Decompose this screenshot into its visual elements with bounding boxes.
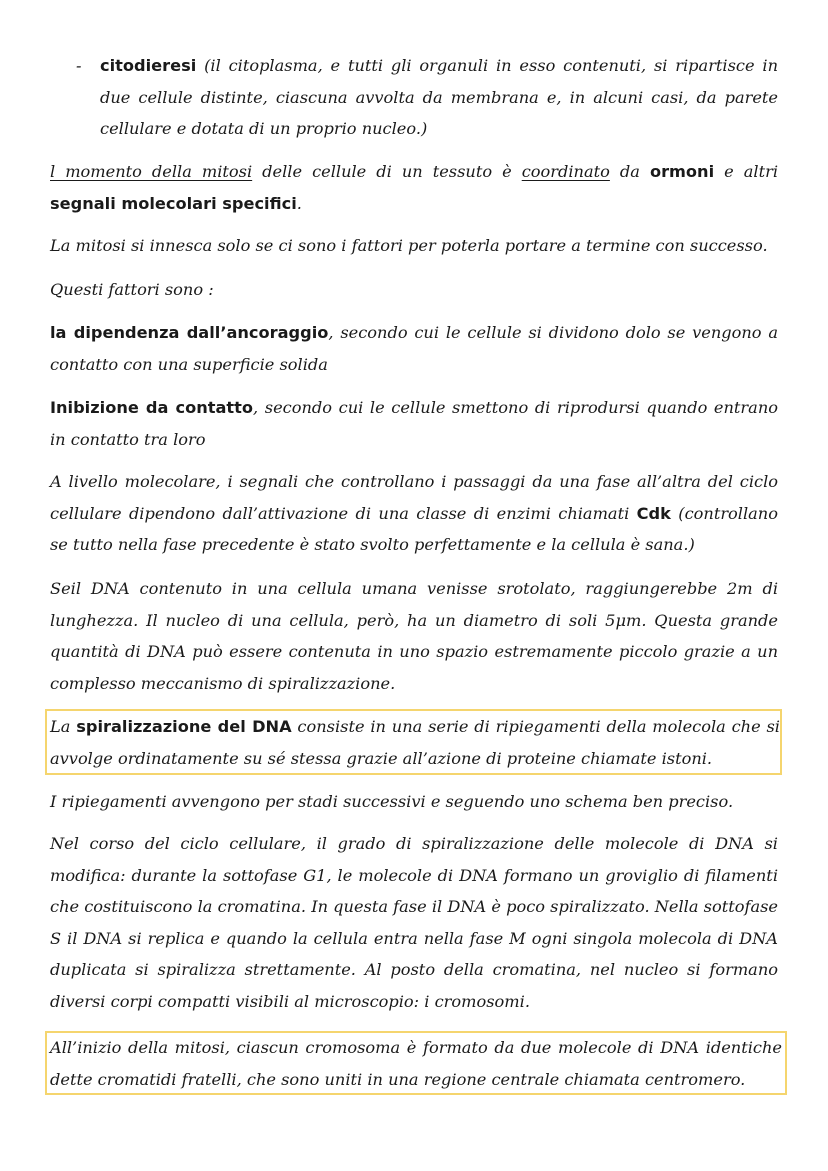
paragraph-mitosis-coordination: l momento della mitosi delle cellule di un tessuto è coordinato da ormoni e altri segnali molecolari specifici. (50, 162, 778, 213)
paragraph-chromatids: All’inizio della mitosi, ciascun cromosoma è formato da due molecole di DNA identiche dette cromatidi fratelli, che sono uniti in una regione centrale chiamata centromero. (50, 1038, 782, 1089)
bullet-citodieresi: citodieresi (il citoplasma, e tutti gli organuli in esso contenuti, si ripartisce in due cellule distinte, ciascuna avvolta da membrana e, in alcuni casi, da parete cellulare e dotata di un proprio nucleo.) (100, 56, 778, 138)
paragraph-folding-stages: I ripiegamenti avvengono per stadi successivi e seguendo uno schema ben preciso. (50, 792, 734, 811)
paragraph-contact-inhibition: Inibizione da contatto, secondo cui le cellule smettono di riprodursi quando entrano in contatto tra loro (50, 398, 778, 449)
bullet-dash: - (76, 56, 82, 75)
paragraph-mitosis-trigger: La mitosi si innesca solo se ci sono i fattori per poterla portare a termine con successo. (50, 236, 768, 255)
paragraph-dna-length: Seil DNA contenuto in una cellula umana venisse srotolato, raggiungerebbe 2m di lunghezza. Il nucleo di una cellula, però, ha un diametro di soli 5μm. Questa grande quantità di DNA può essere contenuta in uno spazio estremamente piccolo grazie a un complesso meccanismo di spiralizzazione. (50, 579, 778, 693)
paragraph-factors-intro: Questi fattori sono : (50, 280, 214, 299)
paragraph-anchorage-dependence: la dipendenza dall’ancoraggio, secondo cui le cellule si dividono dolo se vengono a contatto con una superficie solida (50, 323, 778, 374)
paragraph-dna-spiralization: La spiralizzazione del DNA consiste in una serie di ripiegamenti della molecola che si avvolge ordinatamente su sé stessa grazie all’azione di proteine chiamate istoni. (50, 717, 780, 768)
paragraph-cdk: A livello molecolare, i segnali che controllano i passaggi da una fase all’altra del ciclo cellulare dipendono dall’attivazione di una classe di enzimi chiamati Cdk (controllano se tutto nella fase precedente è stato svolto perfettamente e la cellula è sana.) (50, 472, 778, 554)
term-citodieresi: citodieresi (100, 56, 197, 75)
paragraph-cell-cycle-spiralization: Nel corso del ciclo cellulare, il grado di spiralizzazione delle molecole di DNA si modifica: durante la sottofase G1, le molecole di DNA formano un groviglio di filamenti che costituiscono la cromatina. In questa fase il DNA è poco spiralizzato. Nella sottofase S il DNA si replica e quando la cellula entra nella fase M ogni singola molecola di DNA duplicata si spiralizza strettamente. Al posto della cromatina, nel nucleo si formano diversi corpi compatti visibili al microscopio: i cromosomi. (50, 834, 778, 1011)
